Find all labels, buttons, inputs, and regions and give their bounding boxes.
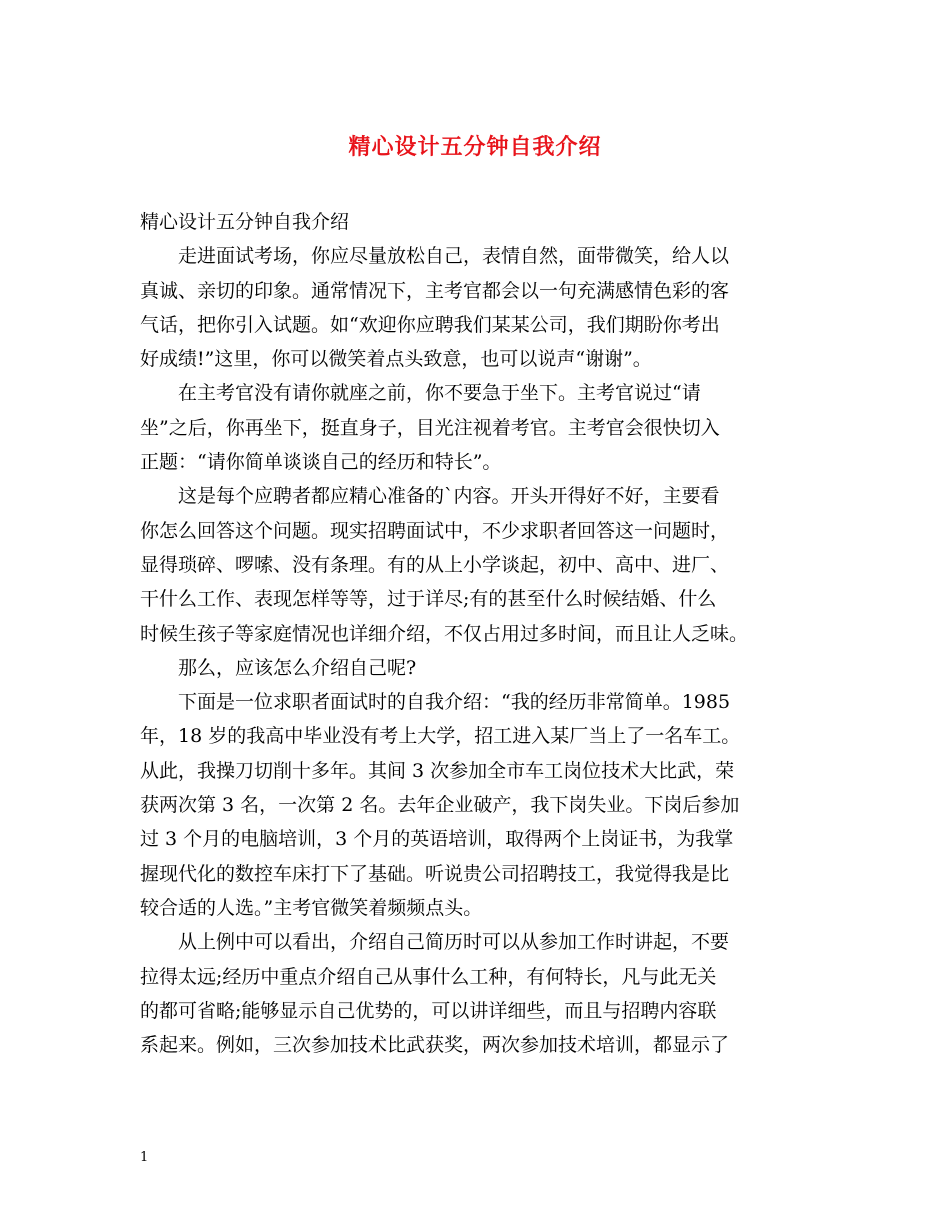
text-line: 时候生孩子等家庭情况也详细介绍，不仅占用过多时间，而且让人乏味。 <box>140 622 749 645</box>
text-line: 从上例中可以看出，介绍自己简历时可以从参加工作时讲起，不要 <box>140 931 730 954</box>
page-number: 1 <box>140 1150 149 1165</box>
text-line: 好成绩!”这里，你可以微笑着点头致意，也可以说声“谢谢”。 <box>140 348 652 371</box>
text-line: 系起来。例如，三次参加技术比武获奖，两次参加技术培训，都显示了 <box>140 1034 730 1057</box>
text-line: 气话，把你引入试题。如“欢迎你应聘我们某某公司，我们期盼你考出 <box>140 313 720 336</box>
text-line: 握现代化的数控车床打下了基础。听说贵公司招聘技工，我觉得我是比 <box>140 862 730 885</box>
text-line: 你怎么回答这个问题。现实招聘面试中，不少求职者回答这一问题时， <box>140 519 730 542</box>
text-line: 年，18 岁的我高中毕业没有考上大学，招工进入某厂当上了一名车工。 <box>140 725 741 748</box>
document-body <box>140 205 820 1062</box>
text-line: 获两次第 3 名，一次第 2 名。去年企业破产，我下岗失业。下岗后参加 <box>140 794 740 817</box>
text-line: 从此，我操刀切削十多年。其间 3 次参加全市车工岗位技术大比武，荣 <box>140 759 735 782</box>
text-line: 真诚、亲切的印象。通常情况下，主考官都会以一句充满感情色彩的客 <box>140 279 730 302</box>
text-line: 坐”之后，你再坐下，挺直身子，目光注视着考官。主考官会很快切入 <box>140 416 720 439</box>
text-line: 正题：“请你简单谈谈自己的经历和特长”。 <box>140 451 502 474</box>
text-line: 的都可省略;能够显示自己优势的，可以讲详细些，而且与招聘内容联 <box>140 999 717 1022</box>
text-line: 精心设计五分钟自我介绍 <box>140 211 350 233</box>
document-title: 精心设计五分钟自我介绍 <box>348 134 602 160</box>
text-line: 这是每个应聘者都应精心准备的`内容。开头开得好不好，主要看 <box>140 485 720 508</box>
text-line: 拉得太远;经历中重点介绍自己从事什么工种，有何特长，凡与此无关 <box>140 965 717 988</box>
text-line: 较合适的人选。”主考官微笑着频频点头。 <box>140 896 483 919</box>
text-line: 那么，应该怎么介绍自己呢? <box>140 656 417 679</box>
text-line: 下面是一位求职者面试时的自我介绍：“我的经历非常简单。1985 <box>140 691 731 714</box>
text-line: 在主考官没有请你就座之前，你不要急于坐下。主考官说过“请 <box>140 382 701 405</box>
text-line: 干什么工作、表现怎样等等，过于详尽;有的甚至什么时候结婚、什么 <box>140 588 717 611</box>
text-line: 走进面试考场，你应尽量放松自己，表情自然，面带微笑，给人以 <box>140 245 730 268</box>
text-line: 过 3 个月的电脑培训，3 个月的英语培训，取得两个上岗证书，为我掌 <box>140 828 734 851</box>
text-line: 显得琐碎、啰嗦、没有条理。有的从上小学谈起，初中、高中、进厂、 <box>140 553 730 576</box>
